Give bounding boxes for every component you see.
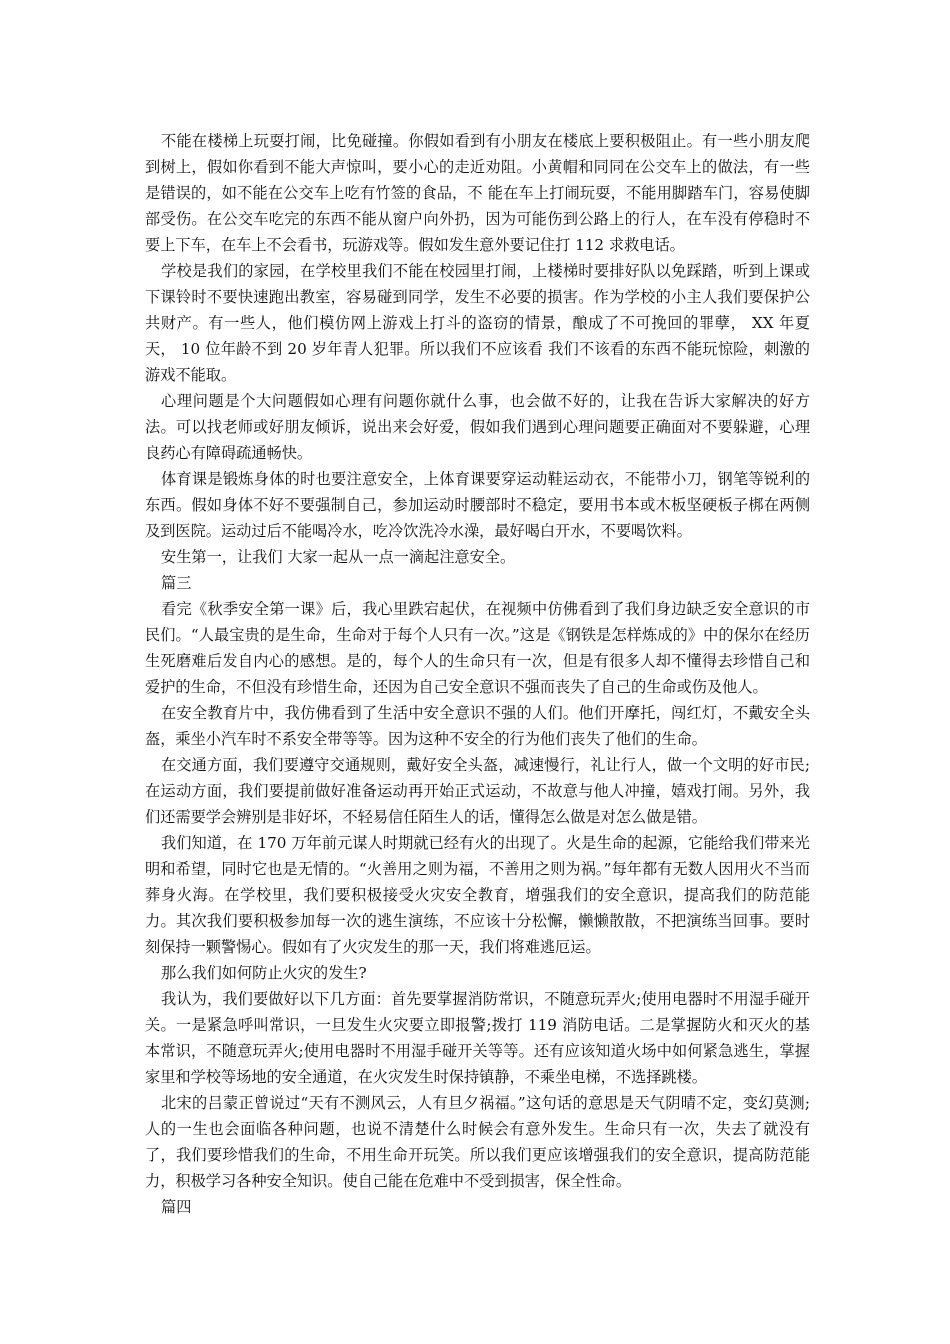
section-heading-3: 篇三 bbox=[161, 574, 192, 592]
document-body bbox=[145, 128, 810, 1220]
paragraph-fire-prevention: 我认为，我们要做好以下几方面：首先要掌握消防常识，不随意玩弄火;使用电器时不用湿手碰开关。一是紧急呼叫常识，一旦发生火灾要立即报警;拨打 119 消防电话。二是掌握防火和灭火的基本常识，不随意玩弄火;使用电器时不用湿手碰开关等等。还有应该知道火场中如何紧急逃生，掌握家里和学校等场地的安全通道，在火灾发生时保持镇静，不乘坐电梯，不选择跳楼。 bbox=[145, 990, 810, 1086]
section-heading-4: 篇四 bbox=[161, 1198, 192, 1216]
paragraph-psychology: 心理问题是个大问题假如心理有问题你就什么事，也会做不好的，让我在告诉大家解决的好方法。可以找老师或好朋友倾诉，说出来会好爱，假如我们遇到心理问题要正确面对不要躲避，心理良药心有障碍疏通畅快。 bbox=[145, 392, 810, 462]
paragraph-traffic: 在交通方面，我们要遵守交通规则，戴好安全头盔，减速慢行，礼让行人，做一个文明的好市民;在运动方面，我们要提前做好准备运动再开始正式运动，不故意与他人冲撞，嬉戏打闹。另外，我们还需要学会辨别是非好坏，不轻易信任陌生人的话，懂得怎么做是对怎么做是错。 bbox=[145, 756, 810, 826]
paragraph-school: 学校是我们的家园，在学校里我们不能在校园里打闹，上楼梯时要排好队以免踩踏，听到上课或下课铃时不要快速跑出教室，容易碰到同学，发生不必要的损害。作为学校的小主人我们要保护公共财产。有一些人，他们模仿网上游戏上打斗的盗窃的情景，酿成了不可挽回的罪孽， XX 年夏天， 10 位年龄不到 20 岁年青人犯罪。所以我们不应该看 我们不该看的东西不能玩惊险，刺激的游戏不能取。 bbox=[145, 262, 810, 384]
paragraph-safety-first: 安生第一，让我们 大家一起从一点一滴起注意安全。 bbox=[161, 548, 516, 566]
paragraph-lv-mengzheng: 北宋的吕蒙正曾说过“天有不测风云，人有旦夕祸福。”这句话的意思是天气阴晴不定，变幻莫测;人的一生也会面临各种问题，也说不清楚什么时候会有意外发生。生命只有一次，失去了就没有了，我们要珍惜我们的生命，不用生命开玩笑。所以我们更应该增强我们的安全意识，提高防范能力，积极学习各种安全知识。使自己能在危难中不受到损害，保全性命。 bbox=[145, 1094, 810, 1190]
paragraph-education-film: 在安全教育片中，我仿佛看到了生活中安全意识不强的人们。他们开摩托，闯红灯，不戴安全头盔，乘坐小汽车时不系安全带等等。因为这种不安全的行为他们丧失了他们的生命。 bbox=[145, 704, 810, 748]
paragraph-autumn-lesson: 看完《秋季安全第一课》后，我心里跌宕起伏，在视频中仿佛看到了我们身边缺乏安全意识的市民们。“人最宝贵的是生命，生命对于每个人只有一次。”这是《钢铁是怎样炼成的》中的保尔在经历生死磨难后发自内心的感想。是的，每个人的生命只有一次，但是有很多人却不懂得去珍惜自己和爱护的生命，不但没有珍惜生命，还因为自己安全意识不强而丧失了自己的生命或伤及他人。 bbox=[145, 600, 810, 696]
paragraph-pe-class: 体育课是锻炼身体的时也要注意安全，上体育课要穿运动鞋运动衣，不能带小刀，钢笔等锐利的东西。假如身体不好不要强制自己，参加运动时腰部时不稳定，要用书本或木板坚硬板子梆在两侧及到医院。运动过后不能喝冷水，吃冷饮洗冷水澡，最好喝白开水，不要喝饮料。 bbox=[145, 470, 810, 540]
paragraph-fire-question: 那么我们如何防止火灾的发生? bbox=[161, 964, 367, 982]
paragraph-fire: 我们知道，在 170 万年前元谋人时期就已经有火的出现了。火是生命的起源，它能给我们带来光明和希望，同时它也是无情的。“火善用之则为福，不善用之则为祸。”每年都有无数人因用火不当而葬身火海。在学校里，我们要积极接受火灾安全教育，增强我们的安全意识，提高我们的防范能力。其次我们要积极参加每一次的逃生演练，不应该十分松懈，懒懒散散，不把演练当回事。要时刻保持一颗警惕心。假如有了火灾发生的那一天，我们将难逃厄运。 bbox=[145, 834, 810, 956]
paragraph-stairs-bus: 不能在楼梯上玩耍打闹，比免碰撞。你假如看到有小朋友在楼底上要积极阻止。有一些小朋友爬到树上，假如你看到不能大声惊叫，要小心的走近劝阻。小黄帽和同同在公交车上的做法，有一些是错误的，如不能在公交车上吃有竹签的食品，不 能在车上打闹玩耍，不能用脚踏车门，容易使脚部受伤。在公交车吃完的东西不能从窗户向外扔，因为可能伤到公路上的行人，在车没有停稳时不要上下车，在车上不会看书，玩游戏等。假如发生意外要记住打 112 求救电话。 bbox=[145, 132, 810, 254]
